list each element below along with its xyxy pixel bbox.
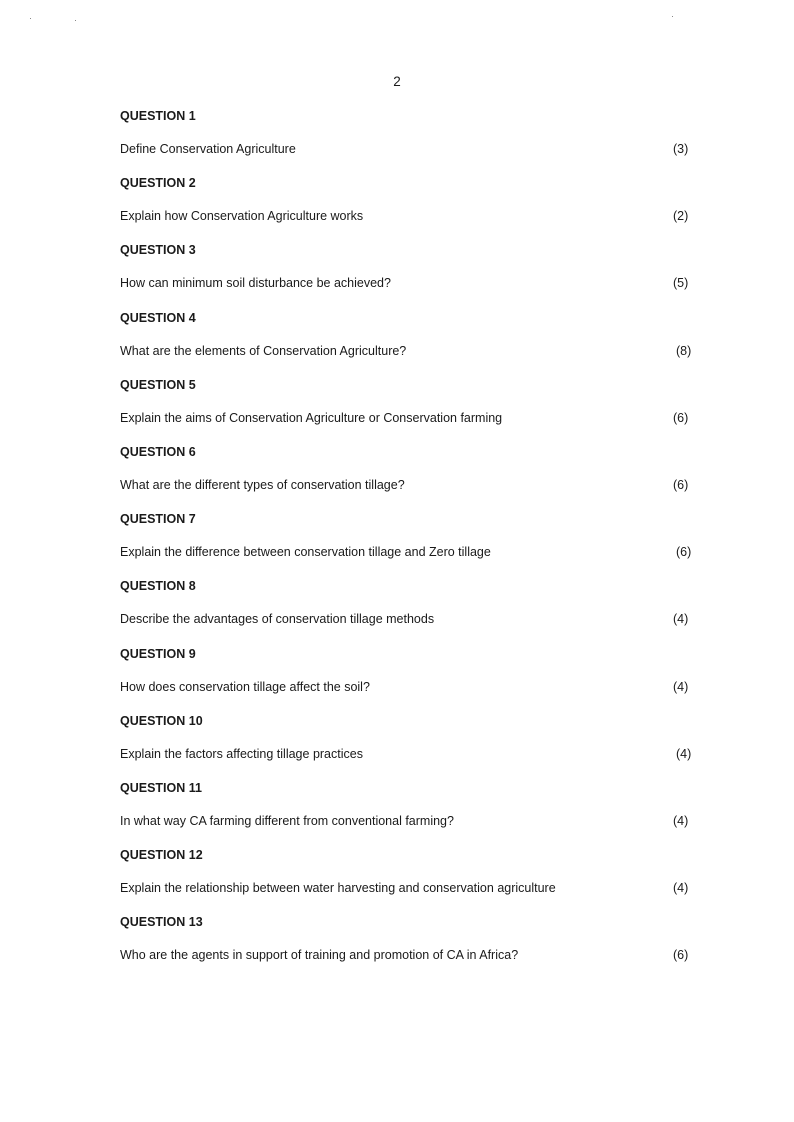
question-marks: (6) — [673, 410, 689, 425]
question-text: What are the different types of conservation tillage? — [120, 478, 405, 492]
question-heading: QUESTION 5 — [120, 377, 196, 392]
question-heading: QUESTION 4 — [120, 310, 196, 325]
question-text: Explain the factors affecting tillage practices — [120, 746, 363, 761]
question-marks: (4) — [676, 746, 692, 761]
question-heading: QUESTION 13 — [120, 915, 203, 930]
question-heading: QUESTION 11 — [120, 781, 202, 795]
question-heading: QUESTION 9 — [120, 646, 196, 661]
question-heading: QUESTION 10 — [120, 713, 203, 728]
question-heading: QUESTION 1 — [120, 109, 196, 123]
question-heading: QUESTION 6 — [120, 445, 196, 459]
question-marks: (2) — [673, 209, 689, 224]
question-marks: (4) — [673, 881, 689, 896]
question-text: How can minimum soil disturbance be achieved? — [120, 276, 391, 291]
question-text: Define Conservation Agriculture — [120, 142, 296, 156]
question-text: Explain the relationship between water harvesting and conservation agriculture — [120, 881, 556, 896]
question-heading: QUESTION 7 — [120, 512, 196, 527]
scan-speck — [75, 20, 76, 21]
question-text: Explain the aims of Conservation Agriculture or Conservation farming — [120, 410, 503, 425]
page-number: 2 — [393, 74, 401, 89]
question-text: Explain the difference between conservation tillage and Zero tillage — [120, 545, 491, 560]
scan-speck — [672, 16, 673, 17]
scan-speck — [30, 18, 31, 19]
question-heading: QUESTION 3 — [120, 243, 196, 258]
question-marks: (5) — [673, 276, 689, 291]
question-heading: QUESTION 12 — [120, 848, 203, 863]
question-marks: (3) — [673, 142, 689, 156]
question-marks: (4) — [673, 612, 689, 627]
question-text: In what way CA farming different from conventional farming? — [120, 814, 454, 828]
question-marks: (6) — [673, 948, 689, 963]
question-text: Explain how Conservation Agriculture works — [120, 209, 364, 224]
question-marks: (8) — [676, 343, 692, 358]
question-heading: QUESTION 8 — [120, 579, 196, 594]
question-marks: (6) — [673, 478, 689, 492]
question-text: What are the elements of Conservation Agriculture? — [120, 343, 407, 358]
question-marks: (4) — [673, 679, 689, 694]
question-heading: QUESTION 2 — [120, 176, 196, 191]
question-text: How does conservation tillage affect the soil? — [120, 679, 370, 694]
question-text: Describe the advantages of conservation tillage methods — [120, 612, 435, 627]
question-marks: (6) — [676, 545, 692, 560]
question-text: Who are the agents in support of training and promotion of CA in Africa? — [120, 948, 519, 963]
question-marks: (4) — [673, 814, 689, 828]
